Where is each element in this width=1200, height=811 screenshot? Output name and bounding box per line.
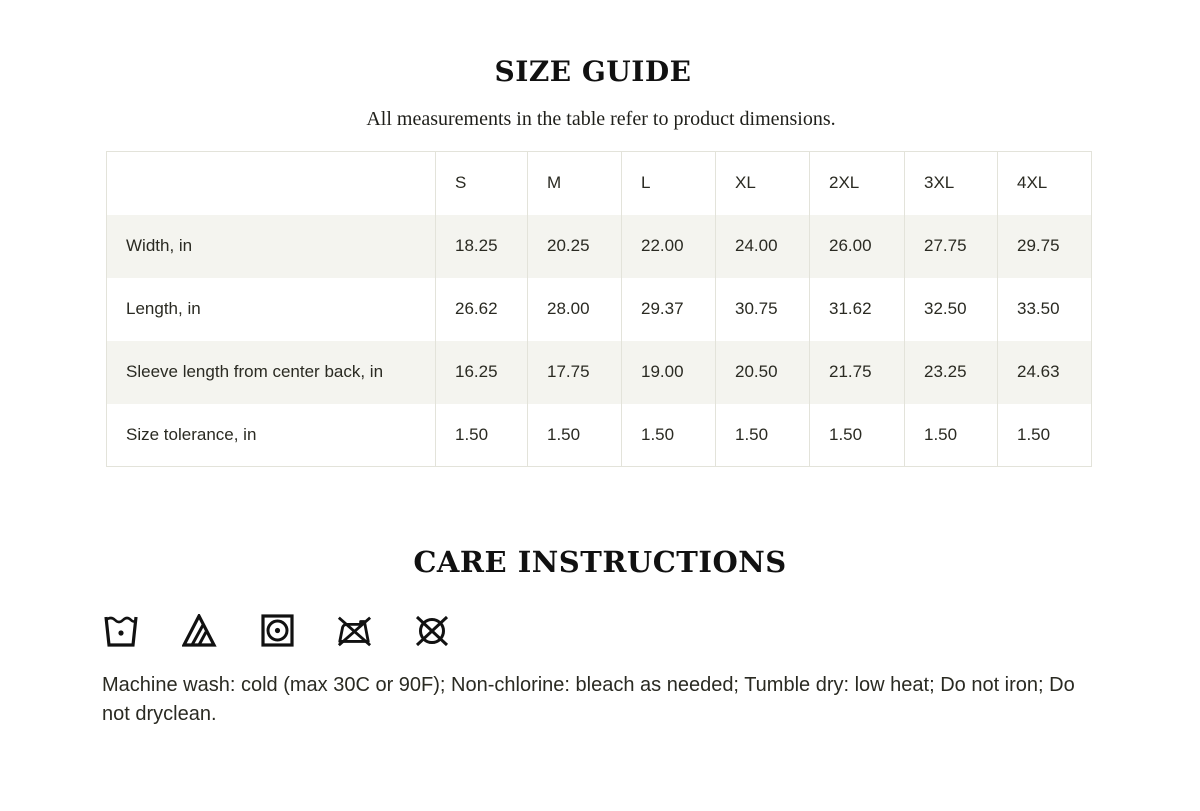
table-cell: 16.25 [436,341,528,404]
table-cell: 28.00 [528,278,622,341]
table-cell: 22.00 [622,215,716,278]
table-cell: 19.00 [622,341,716,404]
size-table-header-cell: XL [716,152,810,215]
table-cell: 1.50 [716,404,810,467]
care-instructions-text: Machine wash: cold (max 30C or 90F); Non-chlorine: bleach as needed; Tumble dry: low heat; Do not iron; Do not dryclean. [102,674,1075,725]
row-label: Sleeve length from center back, in [107,341,436,404]
table-cell: 24.00 [716,215,810,278]
row-label: Width, in [107,215,436,278]
size-table-header-cell: 2XL [810,152,905,215]
size-guide-title: SIZE GUIDE [494,55,692,88]
row-label: Length, in [107,278,436,341]
care-instructions-title: CARE INSTRUCTIONS [413,545,787,579]
table-cell: 30.75 [716,278,810,341]
table-cell: 1.50 [998,404,1092,467]
size-table-header-row [107,152,1092,215]
size-guide-subtitle: All measurements in the table refer to product dimensions. [366,108,836,130]
table-cell: 23.25 [905,341,998,404]
size-table-header-cell: S [436,152,528,215]
table-cell: 18.25 [436,215,528,278]
table-cell: 24.63 [998,341,1092,404]
table-cell: 27.75 [905,215,998,278]
size-table-header-cell: 4XL [998,152,1092,215]
do-not-dryclean-icon [414,614,450,648]
table-cell: 1.50 [528,404,622,467]
table-row [107,278,1092,341]
table-cell: 29.75 [998,215,1092,278]
do-not-iron-icon [336,614,372,648]
table-cell: 1.50 [905,404,998,467]
table-cell: 1.50 [622,404,716,467]
table-cell: 20.25 [528,215,622,278]
table-cell: 21.75 [810,341,905,404]
size-table-header-cell: 3XL [905,152,998,215]
size-table-header-cell: M [528,152,622,215]
non-chlorine-bleach-icon [182,614,218,648]
table-cell: 33.50 [998,278,1092,341]
table-row [107,215,1092,278]
table-cell: 1.50 [436,404,528,467]
tumble-dry-low-icon [260,614,296,648]
size-table [106,151,1092,467]
table-cell: 32.50 [905,278,998,341]
table-cell: 17.75 [528,341,622,404]
size-table-header-cell [107,152,436,215]
machine-wash-cold-icon [104,614,140,648]
table-cell: 26.00 [810,215,905,278]
table-row [107,341,1092,404]
row-label: Size tolerance, in [107,404,436,467]
table-cell: 20.50 [716,341,810,404]
table-row [107,404,1092,467]
table-cell: 26.62 [436,278,528,341]
table-cell: 1.50 [810,404,905,467]
table-cell: 29.37 [622,278,716,341]
table-cell: 31.62 [810,278,905,341]
size-table-header-cell: L [622,152,716,215]
